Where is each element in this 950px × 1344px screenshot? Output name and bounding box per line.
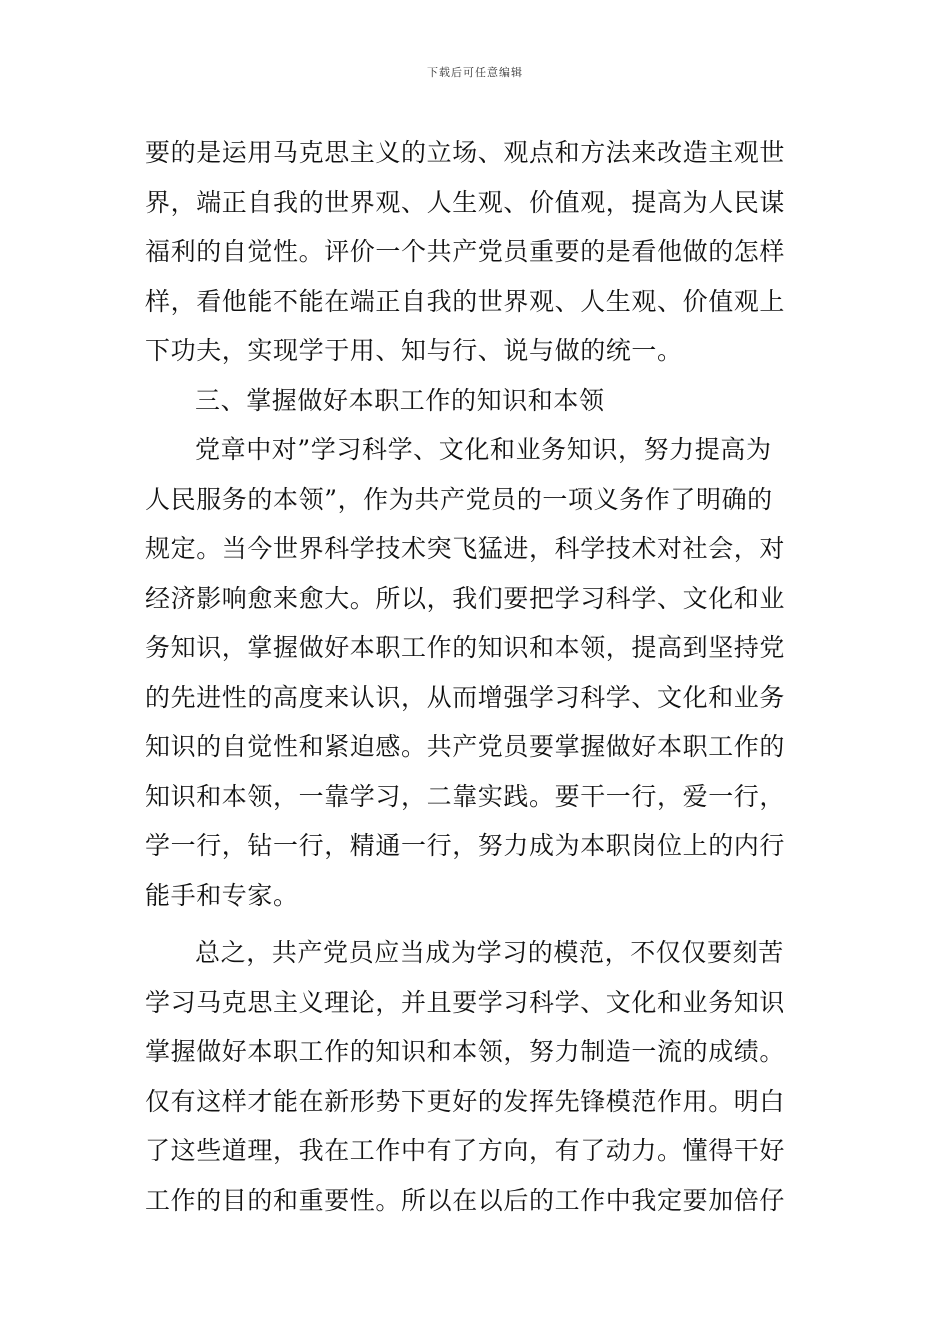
text-line: 工作的目的和重要性。所以在以后的工作中我定要加倍仔 bbox=[145, 1185, 786, 1215]
paragraph-party-constitution bbox=[145, 425, 810, 920]
text-line: 总之，共产党员应当成为学习的模范，不仅仅要刻苦 bbox=[195, 938, 784, 967]
text-line: 务知识，掌握做好本职工作的知识和本领，提高到坚持党 bbox=[145, 633, 786, 662]
document-body bbox=[145, 128, 810, 1225]
text-line: 掌握做好本职工作的知识和本领，努力制造一流的成绩。 bbox=[145, 1037, 786, 1066]
paragraph-spacer bbox=[145, 920, 810, 928]
text-line: 的先进性的高度来认识，从而增强学习科学、文化和业务 bbox=[145, 682, 786, 712]
text-line: 规定。当今世界科学技术突飞猛进，科学技术对社会，对 bbox=[145, 534, 786, 563]
section-heading bbox=[145, 376, 810, 426]
page-header: 下载后可任意编辑 bbox=[427, 66, 523, 79]
text-line: 界，端正自我的世界观、人生观、价值观，提高为人民谋 bbox=[145, 187, 786, 217]
text-line: 学一行，钻一行，精通一行，努力成为本职岗位上的内行 bbox=[145, 831, 786, 860]
text-line: 仅有这样才能在新形势下更好的发挥先锋模范作用。明白 bbox=[145, 1086, 786, 1116]
paragraph-continuation bbox=[145, 128, 810, 376]
text-line: 知识和本领，一靠学习，二靠实践。要干一行，爱一行， bbox=[145, 781, 786, 811]
text-line: 下功夫，实现学于用、知与行、说与做的统一。 bbox=[145, 336, 683, 365]
text-line: 能手和专家。 bbox=[145, 880, 299, 910]
text-line: 福利的自觉性。评价一个共产党员重要的是看他做的怎样 bbox=[145, 237, 786, 266]
heading-line: 三、掌握做好本职工作的知识和本领 bbox=[195, 385, 605, 415]
text-line: 了这些道理，我在工作中有了方向，有了动力。懂得干好 bbox=[145, 1136, 786, 1165]
text-line: 党章中对”学习科学、文化和业务知识，努力提高为 bbox=[195, 435, 772, 464]
text-line: 要的是运用马克思主义的立场、观点和方法来改造主观世 bbox=[145, 138, 786, 167]
text-line: 样，看他能不能在端正自我的世界观、人生观、价值观上 bbox=[145, 286, 786, 316]
text-line: 学习马克思主义理论，并且要学习科学、文化和业务知识 bbox=[145, 987, 786, 1017]
text-line: 知识的自觉性和紧迫感。共产党员要掌握做好本职工作的 bbox=[145, 732, 786, 761]
text-line: 人民服务的本领”，作为共产党员的一项义务作了明确的 bbox=[145, 484, 773, 514]
text-line: 经济影响愈来愈大。所以，我们要把学习科学、文化和业 bbox=[145, 583, 786, 613]
paragraph-conclusion bbox=[145, 928, 810, 1225]
